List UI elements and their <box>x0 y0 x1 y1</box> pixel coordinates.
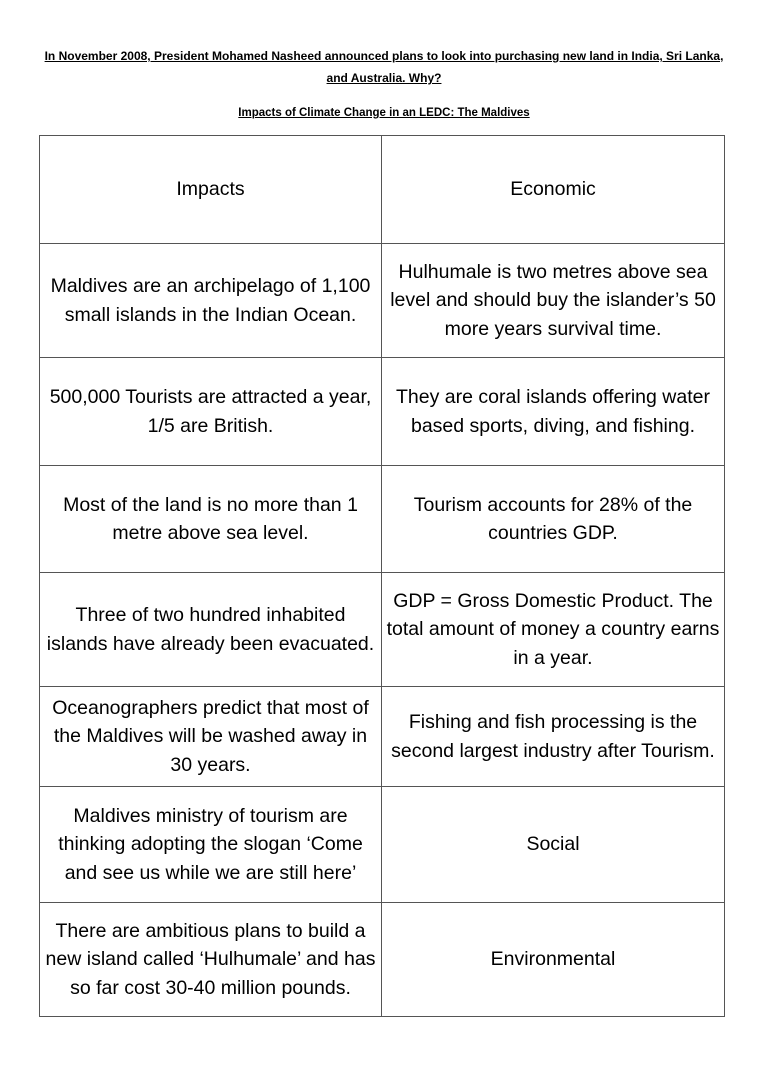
card-cell: 500,000 Tourists are attracted a year, 1/5 are British. <box>40 358 382 466</box>
card-cell: Most of the land is no more than 1 metre above sea level. <box>40 466 382 573</box>
card-cell: Three of two hundred inhabited islands have already been evacuated. <box>40 573 382 687</box>
table-row <box>40 244 725 358</box>
card-environmental-header: Environmental <box>382 903 725 1017</box>
card-cell: GDP = Gross Domestic Product. The total amount of money a country earns in a year. <box>382 573 725 687</box>
table-row <box>40 903 725 1017</box>
card-cell: Maldives are an archipelago of 1,100 small islands in the Indian Ocean. <box>40 244 382 358</box>
card-impacts-header: Impacts <box>40 136 382 244</box>
card-cell: There are ambitious plans to build a new island called ‘Hulhumale’ and has so far cost 30-40 million pounds. <box>40 903 382 1017</box>
card-cell: Tourism accounts for 28% of the countries GDP. <box>382 466 725 573</box>
card-cell: Hulhumale is two metres above sea level and should buy the islander’s 50 more years survival time. <box>382 244 725 358</box>
page-subtitle: Impacts of Climate Change in an LEDC: The Maldives <box>238 107 530 119</box>
card-cell: Maldives ministry of tourism are thinking adopting the slogan ‘Come and see us while we are still here’ <box>40 787 382 903</box>
card-social-header: Social <box>382 787 725 903</box>
table-row <box>40 466 725 573</box>
card-table <box>39 135 725 1017</box>
page-title: In November 2008, President Mohamed Nasheed announced plans to look into purchasing new land in India, Sri Lanka, and Australia. Why? <box>44 49 724 85</box>
card-cell: Oceanographers predict that most of the Maldives will be washed away in 30 years. <box>40 687 382 787</box>
card-cell: They are coral islands offering water based sports, diving, and fishing. <box>382 358 725 466</box>
card-economic-header: Economic <box>382 136 725 244</box>
table-row <box>40 573 725 687</box>
table-row <box>40 687 725 787</box>
table-row <box>40 136 725 244</box>
card-cell: Fishing and fish processing is the second largest industry after Tourism. <box>382 687 725 787</box>
table-row <box>40 358 725 466</box>
table-row <box>40 787 725 903</box>
